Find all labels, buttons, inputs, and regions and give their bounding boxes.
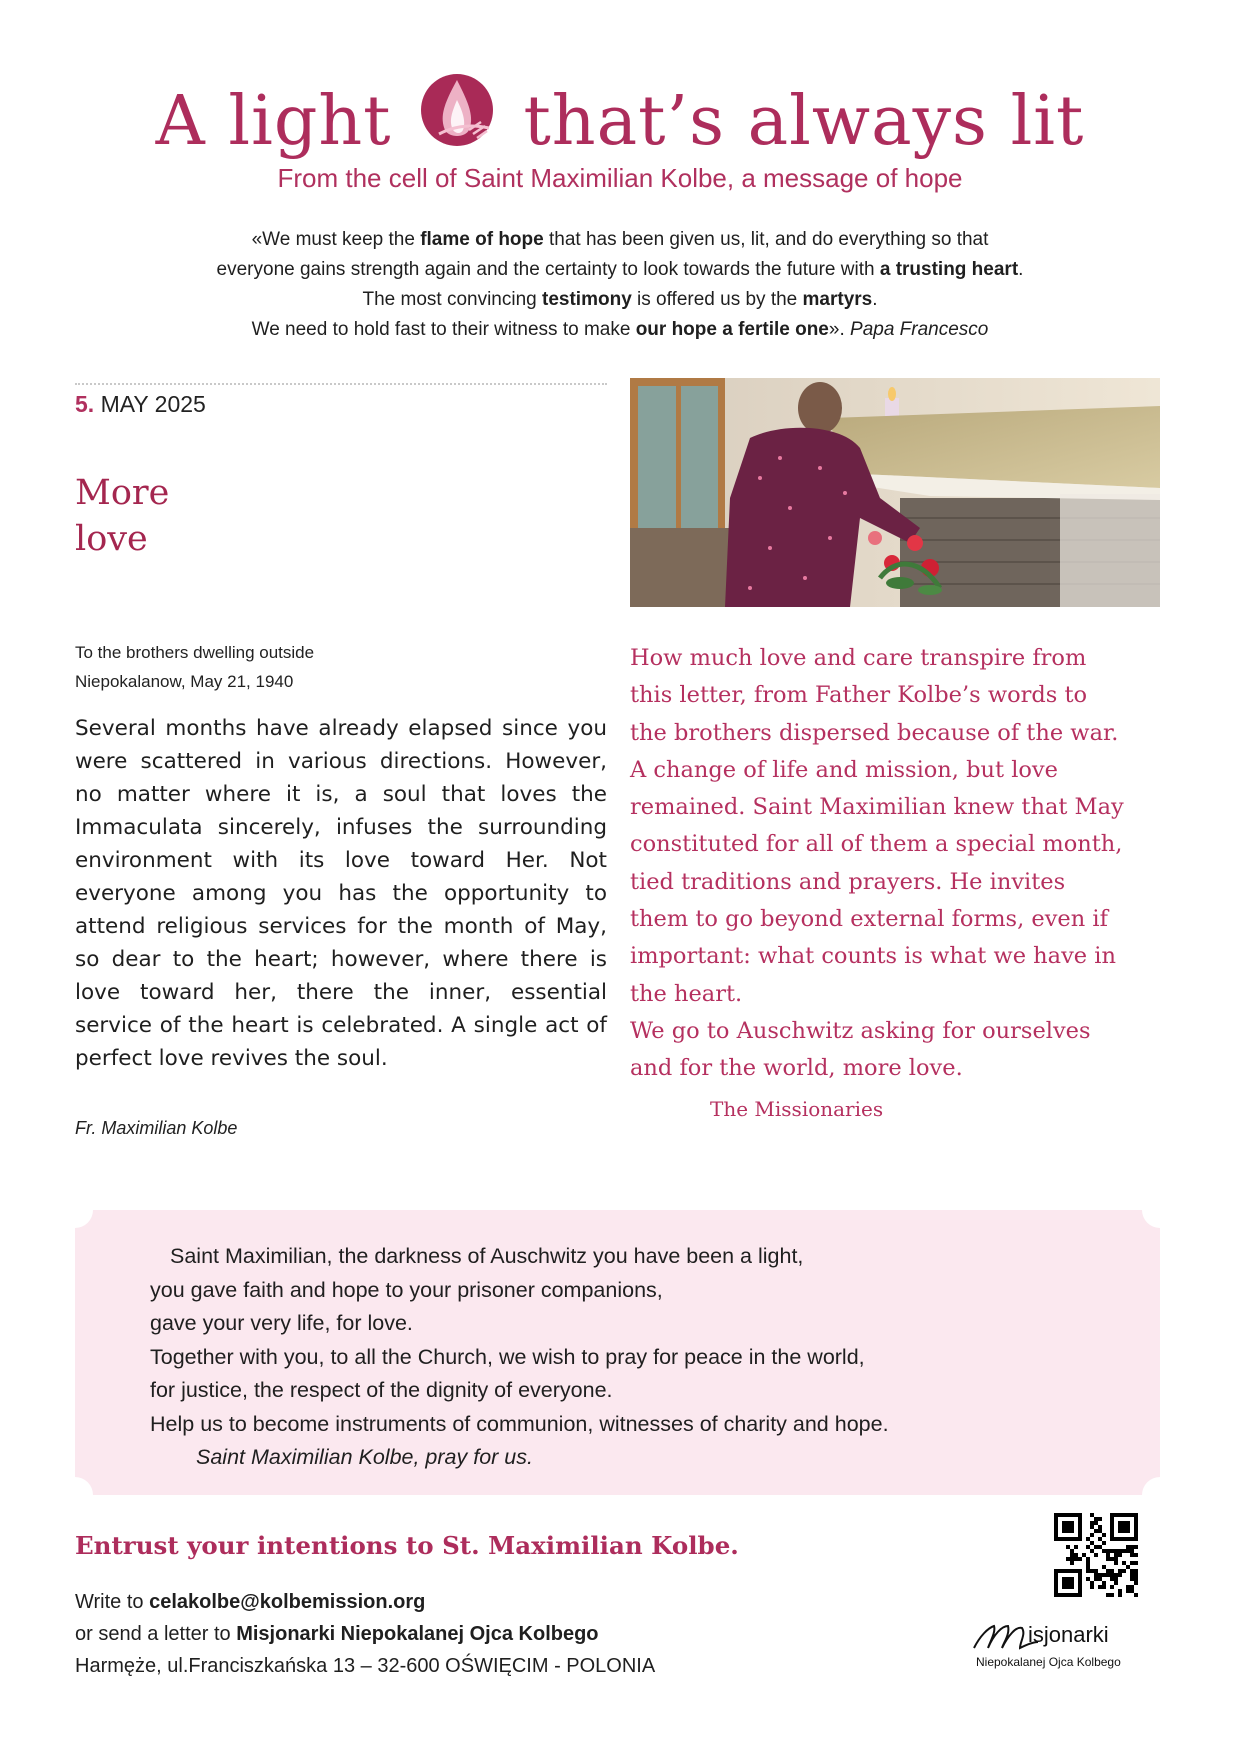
logo-subtitle: Niepokalanej Ojca Kolbego bbox=[976, 1655, 1121, 1669]
qr-code-icon[interactable] bbox=[1054, 1513, 1138, 1597]
contact-info bbox=[75, 1586, 655, 1682]
reflection-signature: The Missionaries bbox=[710, 1097, 884, 1121]
prayer-line: for justice, the respect of the dignity of everyone. bbox=[150, 1378, 613, 1402]
quote-text: everyone gains strength again and the certainty to look towards the future with bbox=[216, 259, 880, 280]
quote-emphasis: our hope a fertile one bbox=[635, 319, 829, 340]
contact-text: or send a letter to bbox=[75, 1623, 237, 1645]
page-title bbox=[0, 72, 1240, 162]
quote-text: «We must keep the bbox=[251, 229, 421, 250]
quote-text: We need to hold fast to their witness to make bbox=[251, 319, 636, 340]
quote-emphasis: martyrs bbox=[802, 289, 873, 310]
date-text: MAY 2025 bbox=[94, 391, 206, 417]
misjonarki-logo bbox=[970, 1622, 1150, 1674]
quote-emphasis: a trusting heart bbox=[879, 259, 1019, 280]
quote-text: The most convincing bbox=[362, 289, 543, 310]
letter-body: Several months have already elapsed since you were scattered in various directions. However, no matter where it is, a soul that loves the Immaculata sincerely, infuses the surrounding environment with its love toward Her. Not everyone among you has the opportunity to attend religious services for the month of May, so dear to the heart; however, where there is love toward her, there the inner, essential service of the heart is celebrated. A single act of perfect love revives the soul. bbox=[75, 716, 607, 1071]
quote-text: . bbox=[872, 289, 878, 310]
quote-author: Papa Francesco bbox=[850, 319, 989, 340]
logo-word: isjonarki bbox=[1028, 1622, 1109, 1647]
entry-date bbox=[75, 391, 206, 418]
quote-text: . bbox=[1018, 259, 1024, 280]
prayer-text bbox=[150, 1240, 1110, 1475]
entrust-heading: Entrust your intentions to St. Maximilian Kolbe. bbox=[75, 1531, 739, 1560]
quote-emphasis: flame of hope bbox=[420, 229, 544, 250]
quote-emphasis: testimony bbox=[542, 289, 632, 310]
quote-line-3 bbox=[100, 285, 1140, 315]
recipient-line-1: To the brothers dwelling outside bbox=[75, 643, 315, 662]
date-number: 5. bbox=[75, 391, 95, 417]
quote-text: that has been given us, lit, and do everything so that bbox=[543, 229, 989, 250]
quote-line-2 bbox=[100, 255, 1140, 285]
altar-photo bbox=[630, 378, 1160, 607]
flame-icon bbox=[409, 72, 505, 152]
prayer-closing: Saint Maximilian Kolbe, pray for us. bbox=[196, 1445, 533, 1469]
title-part-1: A light bbox=[155, 82, 392, 161]
organization-name: Misjonarki Niepokalanej Ojca Kolbego bbox=[236, 1623, 599, 1645]
contact-address: Harmęże, ul.Franciszkańska 13 – 32-600 OŚWIĘCIM - POLONIA bbox=[75, 1655, 656, 1677]
prayer-line: Saint Maximilian, the darkness of Auschwitz you have been a light, bbox=[170, 1244, 804, 1268]
quote-text: ». bbox=[828, 319, 851, 340]
prayer-line: Help us to become instruments of communion, witnesses of charity and hope. bbox=[150, 1411, 889, 1436]
contact-text: Write to bbox=[75, 1591, 150, 1613]
prayer-line: Together with you, to all the Church, we wish to pray for peace in the world, bbox=[150, 1344, 865, 1369]
contact-email-line bbox=[75, 1586, 655, 1618]
letter-recipient bbox=[75, 638, 314, 696]
heading-line-1: More bbox=[75, 473, 170, 513]
recipient-line-2: Niepokalanow, May 21, 1940 bbox=[75, 672, 294, 691]
missionaries-reflection: How much love and care transpire from this letter, from Father Kolbe’s words to the brothers dispersed because of the war. A change of life and mission, but love remained. Saint Maximilian knew that May constituted for all of them a special month, tied traditions and prayers. He invites them to go beyond external forms, even if important: what counts is what we have in the heart. We go to Auschwitz asking for ourselves and for the world, more love. bbox=[630, 645, 1124, 1082]
heading-line-2: love bbox=[75, 519, 148, 559]
prayer-line: you gave faith and hope to your prisoner companions, bbox=[150, 1277, 663, 1302]
email-link[interactable]: celakolbe@kolbemission.org bbox=[149, 1591, 426, 1613]
quote-line-4 bbox=[100, 315, 1140, 345]
contact-org-line bbox=[75, 1618, 655, 1650]
dotted-divider bbox=[75, 383, 607, 385]
letter-signature: Fr. Maximilian Kolbe bbox=[75, 1118, 238, 1138]
prayer-line: gave your very life, for love. bbox=[150, 1311, 413, 1335]
quote-text: is offered us by the bbox=[631, 289, 803, 310]
quote-line-1 bbox=[100, 225, 1140, 255]
subtitle: From the cell of Saint Maximilian Kolbe, a message of hope bbox=[277, 163, 963, 193]
entry-heading bbox=[75, 470, 375, 562]
title-part-2: that’s always lit bbox=[523, 82, 1085, 161]
pope-quote bbox=[100, 225, 1140, 345]
